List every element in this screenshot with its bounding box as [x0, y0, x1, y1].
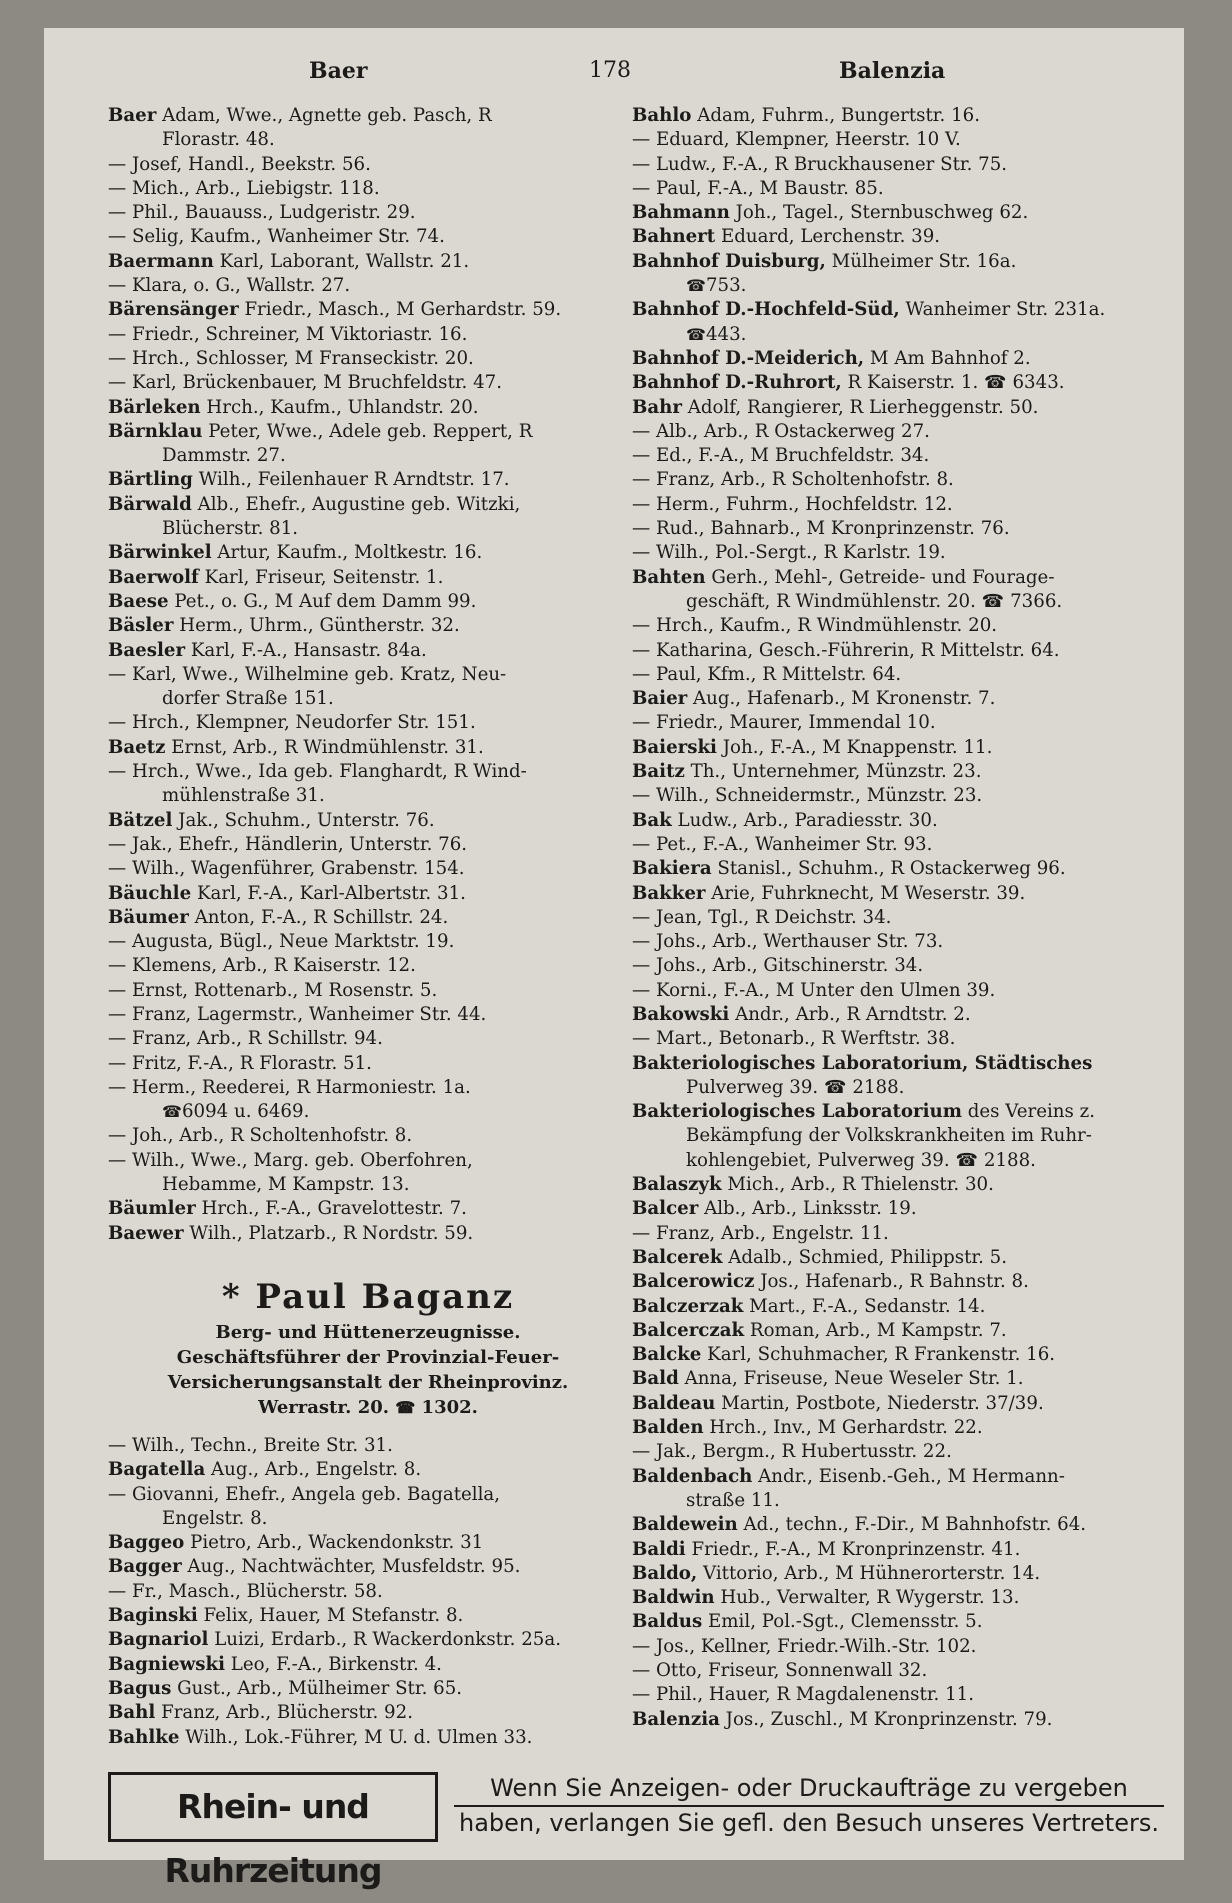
- entry-details: Adam, Fuhrm., Bungertstr. 16.: [691, 105, 980, 126]
- entry-continuation: Blücherstr. 81.: [162, 518, 299, 540]
- sub-entry: — Alb., Arb., R Ostackerweg 27.: [632, 420, 930, 442]
- entry-details: Ludw., Arb., Paradiesstr. 30.: [671, 809, 938, 831]
- directory-entry: [108, 493, 628, 517]
- sub-entry: — Jak., Bergm., R Hubertusstr. 22.: [632, 1441, 952, 1463]
- entry-surname: Bahr: [632, 396, 682, 418]
- entry-details: Felix, Hauer, M Stefanstr. 8.: [197, 1605, 464, 1627]
- entry-details: Karl, Schuhmacher, R Frankenstr. 16.: [701, 1344, 1056, 1366]
- entry-surname: Balczerzak: [632, 1295, 744, 1317]
- directory-entry: [632, 250, 1177, 274]
- entry-details: Emil, Pol.-Sgt., Clemensstr. 5.: [702, 1611, 983, 1633]
- entry-details: Alb., Ehefr., Augustine geb. Witzki,: [191, 493, 521, 515]
- entry-surname: Baginski: [108, 1605, 198, 1627]
- entry-surname: Bald: [632, 1368, 679, 1390]
- entry-details: Luizi, Erdarb., R Wackerdonkstr. 25a.: [208, 1629, 561, 1651]
- sub-entry: — Friedr., Maurer, Immendal 10.: [632, 712, 936, 734]
- entry-details: Stanisl., Schuhm., R Ostackerweg 96.: [711, 858, 1066, 880]
- entry-surname: Bahmann: [632, 202, 730, 224]
- entry-surname: Bahlo: [632, 105, 692, 126]
- sub-entry: — Korni., F.-A., M Unter den Ulmen 39.: [632, 979, 996, 1001]
- entry-details: R Kaiserstr. 1. ☎ 6343.: [841, 372, 1065, 394]
- directory-entry: [632, 1367, 1177, 1391]
- ad-title: * Paul Baganz: [221, 1276, 515, 1317]
- header-left-keyword: Baer: [309, 58, 368, 84]
- entry-details: Hrch., F.-A., Gravelottestr. 7.: [195, 1198, 467, 1220]
- sub-entry: — Pet., F.-A., Wanheimer Str. 93.: [632, 833, 933, 855]
- sub-entry: — Ludw., F.-A., R Bruckhausener Str. 75.: [632, 153, 1008, 175]
- phone-line: [108, 1100, 628, 1124]
- entry-details: Joh., Tagel., Sternbuschweg 62.: [729, 202, 1029, 224]
- entry-surname: Baier: [632, 688, 688, 710]
- directory-entry: [632, 1003, 1177, 1027]
- entry-details: Adalb., Schmied, Philippstr. 5.: [722, 1246, 1008, 1268]
- sub-entry: — Jak., Ehefr., Händlerin, Unterstr. 76.: [108, 833, 468, 855]
- sub-entry: — Phil., Bauauss., Ludgeristr. 29.: [108, 202, 416, 224]
- directory-entry: [632, 1100, 1177, 1124]
- directory-entry: [632, 371, 1177, 395]
- sub-entry: — Hrch., Klempner, Neudorfer Str. 151.: [108, 712, 476, 734]
- entry-details: Andr., Eisenb.-Geh., M Hermann-: [752, 1465, 1065, 1487]
- entry-details: Joh., F.-A., M Knappenstr. 11.: [716, 736, 993, 758]
- entry-details: Jak., Schuhm., Unterstr. 76.: [172, 809, 435, 831]
- sub-entry: — Giovanni, Ehefr., Angela geb. Bagatella,: [108, 1483, 501, 1505]
- sub-entry: — Hrch., Schlosser, M Franseckistr. 20.: [108, 347, 474, 369]
- entry-surname: Baermann: [108, 250, 214, 272]
- sub-entry: — Paul, F.-A., M Baustr. 85.: [632, 177, 884, 199]
- directory-entry: [632, 396, 1177, 420]
- entry-details: Adam, Wwe., Agnette geb. Pasch, R: [156, 105, 492, 126]
- sub-entry: — Klemens, Arb., R Kaiserstr. 12.: [108, 955, 416, 977]
- entry-details: Ad., techn., F.-Dir., M Bahnhofstr. 64.: [737, 1514, 1087, 1536]
- entry-surname: Baitz: [632, 761, 685, 783]
- directory-entry: [632, 1197, 1177, 1221]
- entry-surname: Baldo,: [632, 1562, 698, 1584]
- ad-line: Berg- und Hüttenerzeugnisse.: [215, 1321, 521, 1343]
- entry-details: Roman, Arb., M Kampstr. 7.: [744, 1319, 1007, 1341]
- phone-number: 443.: [705, 323, 747, 345]
- directory-entry: [108, 541, 628, 565]
- directory-entry: [632, 1295, 1177, 1319]
- entry-details: Gerh., Mehl-, Getreide- und Fourage-: [705, 566, 1055, 588]
- sub-entry: — Ernst, Rottenarb., M Rosenstr. 5.: [108, 979, 438, 1001]
- entry-surname: Bärwinkel: [108, 542, 212, 564]
- ad-line: Geschäftsführer der Provinzial-Feuer-: [176, 1346, 560, 1368]
- sub-entry: — Ed., F.-A., M Bruchfeldstr. 34.: [632, 445, 930, 467]
- directory-entry: [108, 1604, 628, 1628]
- sub-entry: — Joh., Arb., R Scholtenhofstr. 8.: [108, 1125, 413, 1147]
- directory-entry: [108, 1458, 628, 1482]
- page-number: 178: [589, 58, 631, 83]
- sub-entry: — Johs., Arb., Werthauser Str. 73.: [632, 931, 944, 953]
- header-right-keyword: Balenzia: [839, 58, 946, 84]
- entry-surname: Bagger: [108, 1556, 182, 1578]
- entry-surname: Baierski: [632, 736, 717, 758]
- entry-continuation: geschäft, R Windmühlenstr. 20. ☎ 7366.: [686, 590, 1063, 612]
- entry-continuation: Pulverweg 39. ☎ 2188.: [686, 1076, 905, 1098]
- entry-surname: Baesler: [108, 639, 186, 661]
- entry-continuation: dorfer Straße 151.: [162, 688, 334, 710]
- directory-entry: [108, 1701, 628, 1725]
- footer-line: Wenn Sie Anzeigen- oder Druckaufträge zu vergeben: [490, 1774, 1128, 1802]
- entry-surname: Bärensänger: [108, 299, 239, 321]
- directory-entry: [632, 736, 1177, 760]
- entry-surname: Baggeo: [108, 1532, 185, 1554]
- entry-details: Anton, F.-A., R Schillstr. 24.: [188, 906, 449, 928]
- telephone-icon: ☎: [395, 1397, 416, 1417]
- directory-entry: [108, 906, 628, 930]
- directory-entry: [632, 1513, 1177, 1537]
- entry-details: Herm., Uhrm., Güntherstr. 32.: [173, 615, 460, 637]
- directory-entry: [632, 104, 1177, 128]
- directory-entry: [632, 1708, 1177, 1732]
- entry-surname: Bärwald: [108, 493, 192, 515]
- sub-entry: — Rud., Bahnarb., M Kronprinzenstr. 76.: [632, 518, 1010, 540]
- sub-entry: — Hrch., Wwe., Ida geb. Flanghardt, R Wind-: [108, 761, 527, 783]
- directory-entry: [632, 1270, 1177, 1294]
- entry-details: Martin, Postbote, Niederstr. 37/39.: [715, 1392, 1044, 1414]
- entry-details: Aug., Nachtwächter, Musfeldstr. 95.: [181, 1556, 521, 1578]
- entry-details: Artur, Kaufm., Moltkestr. 16.: [211, 542, 483, 564]
- sub-entry: — Mart., Betonarb., R Werftstr. 38.: [632, 1028, 956, 1050]
- sub-entry: — Jean, Tgl., R Deichstr. 34.: [632, 906, 892, 928]
- sub-entry: — Wilh., Wwe., Marg. geb. Oberfohren,: [108, 1149, 473, 1171]
- entry-details: Jos., Hafenarb., R Bahnstr. 8.: [754, 1271, 1029, 1293]
- directory-entry: [632, 1538, 1177, 1562]
- entry-details: Karl, F.-A., Hansastr. 84a.: [185, 639, 427, 661]
- sub-entry: — Herm., Fuhrm., Hochfeldstr. 12.: [632, 493, 953, 515]
- entry-details: Peter, Wwe., Adele geb. Reppert, R: [202, 420, 533, 442]
- directory-entry: [108, 1197, 628, 1221]
- sub-entry: — Johs., Arb., Gitschinerstr. 34.: [632, 955, 924, 977]
- entry-surname: Bahnhof D.-Hochfeld-Süd,: [632, 299, 900, 321]
- telephone-icon: ☎: [686, 324, 706, 344]
- phone-number: 753.: [705, 275, 747, 297]
- sub-entry: — Wilh., Techn., Breite Str. 31.: [108, 1434, 393, 1456]
- entry-surname: Bärnklau: [108, 420, 203, 442]
- directory-entry: [108, 614, 628, 638]
- sub-entry: — Selig, Kaufm., Wanheimer Str. 74.: [108, 226, 445, 248]
- directory-page: [44, 28, 1184, 1890]
- entry-continuation: Florastr. 48.: [162, 129, 275, 151]
- directory-entry: [632, 1416, 1177, 1440]
- entry-details: Alb., Arb., Linksstr. 19.: [698, 1198, 917, 1220]
- directory-entry: [632, 347, 1177, 371]
- directory-entry: [108, 420, 628, 444]
- directory-entry: [632, 1610, 1177, 1634]
- ad-address: [108, 1395, 628, 1420]
- entry-surname: Balcerek: [632, 1246, 723, 1268]
- entry-surname: Baese: [108, 590, 169, 612]
- entry-details: Arie, Fuhrknecht, M Weserstr. 39.: [705, 882, 1026, 904]
- entry-surname: Bakker: [632, 882, 706, 904]
- directory-entry: [108, 882, 628, 906]
- entry-details: Pietro, Arb., Wackendonkstr. 31: [184, 1532, 484, 1554]
- directory-entry: [108, 250, 628, 274]
- directory-entry: [632, 1586, 1177, 1610]
- entry-surname: Bakteriologisches Laboratorium, Städtisches: [632, 1052, 1093, 1074]
- directory-entry: [632, 225, 1177, 249]
- left-column: [108, 104, 628, 1750]
- entry-surname: Balcke: [632, 1344, 702, 1366]
- entry-details: Hrch., Inv., M Gerhardstr. 22.: [703, 1417, 983, 1439]
- ad-street: Werrastr. 20.: [258, 1396, 390, 1418]
- directory-entry: [632, 882, 1177, 906]
- directory-entry: [632, 1319, 1177, 1343]
- directory-entry: [632, 201, 1177, 225]
- right-column: [632, 104, 1177, 1732]
- entry-details: Wilh., Lok.-Führer, M U. d. Ulmen 33.: [179, 1726, 533, 1748]
- entry-continuation: Dammstr. 27.: [162, 445, 286, 467]
- directory-entry: [632, 1562, 1177, 1586]
- entry-details: Franz, Arb., Blücherstr. 92.: [155, 1702, 413, 1724]
- entry-details: Mülheimer Str. 16a.: [825, 250, 1017, 272]
- directory-entry: [108, 590, 628, 614]
- entry-surname: Bärtling: [108, 469, 193, 491]
- sub-entry: — Paul, Kfm., R Mittelstr. 64.: [632, 663, 902, 685]
- entry-details: Anna, Friseuse, Neue Weseler Str. 1.: [678, 1368, 1024, 1390]
- entry-surname: Bahnhof D.-Meiderich,: [632, 347, 865, 369]
- ad-phone-number: 1302.: [421, 1396, 478, 1418]
- entry-surname: Balden: [632, 1417, 704, 1439]
- directory-entry: [108, 1531, 628, 1555]
- entry-surname: Baldenbach: [632, 1465, 753, 1487]
- sub-entry: — Franz, Arb., R Schillstr. 94.: [108, 1028, 383, 1050]
- entry-surname: Bakiera: [632, 858, 712, 880]
- sub-entry: — Friedr., Schreiner, M Viktoriastr. 16.: [108, 323, 468, 345]
- sub-entry: — Franz, Lagermstr., Wanheimer Str. 44.: [108, 1003, 487, 1025]
- entry-details: M Am Bahnhof 2.: [864, 347, 1031, 369]
- entry-details: Adolf, Rangierer, R Lierheggenstr. 50.: [681, 396, 1039, 418]
- sub-entry: — Karl, Brückenbauer, M Bruchfeldstr. 47.: [108, 372, 503, 394]
- sub-entry: — Klara, o. G., Wallstr. 27.: [108, 275, 351, 297]
- entry-surname: Bahnhof D.-Ruhrort,: [632, 372, 842, 394]
- directory-entry: [632, 687, 1177, 711]
- sub-entry: — Josef, Handl., Beekstr. 56.: [108, 153, 371, 175]
- sub-entry: — Franz, Arb., Engelstr. 11.: [632, 1222, 889, 1244]
- entry-surname: Bahnhof Duisburg,: [632, 250, 826, 272]
- newspaper-logo: Rhein- und Ruhrzeitung: [108, 1772, 438, 1842]
- entry-details: Leo, F.-A., Birkenstr. 4.: [224, 1653, 442, 1675]
- sub-entry: — Phil., Hauer, R Magdalenenstr. 11.: [632, 1684, 974, 1706]
- page-header: [44, 58, 1184, 98]
- entry-details: Mich., Arb., R Thielenstr. 30.: [721, 1174, 994, 1196]
- sub-entry: — Katharina, Gesch.-Führerin, R Mittelstr. 64.: [632, 639, 1060, 661]
- directory-entry: [632, 1392, 1177, 1416]
- entry-surname: Balcerowicz: [632, 1271, 755, 1293]
- entry-details: Hub., Verwalter, R Wygerstr. 13.: [714, 1587, 1020, 1609]
- entry-continuation: Hebamme, M Kampstr. 13.: [162, 1174, 410, 1196]
- entry-surname: Baewer: [108, 1222, 184, 1244]
- directory-entry: [632, 1465, 1177, 1489]
- directory-entry: [632, 566, 1177, 590]
- entry-surname: Baetz: [108, 736, 166, 758]
- sub-entry: — Otto, Friseur, Sonnenwall 32.: [632, 1660, 928, 1681]
- entry-details: Vittorio, Arb., M Hühnerorterstr. 14.: [697, 1562, 1041, 1584]
- entry-surname: Bahnert: [632, 226, 716, 248]
- directory-entry: [108, 1677, 628, 1701]
- directory-entry: [632, 809, 1177, 833]
- directory-entry: [108, 566, 628, 590]
- directory-entry: [108, 1628, 628, 1652]
- entry-details: Karl, Friseur, Seitenstr. 1.: [198, 566, 444, 588]
- entry-surname: Bäuchle: [108, 882, 192, 904]
- directory-entry: [108, 639, 628, 663]
- entry-details: Eduard, Lerchenstr. 39.: [715, 226, 941, 248]
- directory-entry: [108, 1222, 628, 1246]
- entry-continuation: Engelstr. 8.: [162, 1507, 268, 1529]
- sub-entry: — Mich., Arb., Liebigstr. 118.: [108, 177, 380, 199]
- directory-entry: [632, 1343, 1177, 1367]
- entry-details: Gust., Arb., Mülheimer Str. 65.: [171, 1677, 463, 1699]
- directory-entry: [632, 760, 1177, 784]
- telephone-icon: ☎: [686, 276, 706, 296]
- entry-details: Aug., Arb., Engelstr. 8.: [205, 1459, 422, 1481]
- entry-surname: Bagatella: [108, 1459, 206, 1481]
- entry-surname: Balcerczak: [632, 1319, 745, 1341]
- entry-surname: Baldwin: [632, 1587, 715, 1609]
- entry-details: Wanheimer Str. 231a.: [899, 299, 1106, 321]
- telephone-icon: ☎: [162, 1102, 182, 1122]
- entry-details: Pet., o. G., M Auf dem Damm 99.: [168, 590, 477, 612]
- entry-surname: Bak: [632, 809, 672, 831]
- sub-entry: — Augusta, Bügl., Neue Marktstr. 19.: [108, 931, 455, 953]
- directory-entry: [632, 1052, 1177, 1076]
- entry-details: Aug., Hafenarb., M Kronenstr. 7.: [687, 688, 996, 710]
- directory-entry: [108, 736, 628, 760]
- entry-surname: Bahten: [632, 566, 706, 588]
- directory-entry: [108, 298, 628, 322]
- entry-surname: Bagnariol: [108, 1629, 209, 1651]
- directory-entry: [108, 1555, 628, 1579]
- sub-entry: — Wilh., Wagenführer, Grabenstr. 154.: [108, 858, 465, 880]
- entry-details: Karl, Laborant, Wallstr. 21.: [213, 250, 470, 272]
- entry-continuation: Bekämpfung der Volkskrankheiten im Ruhr-: [686, 1125, 1092, 1147]
- sub-entry: — Karl, Wwe., Wilhelmine geb. Kratz, Neu-: [108, 663, 507, 685]
- footer-line: haben, verlangen Sie gefl. den Besuch unseres Vertreters.: [454, 1805, 1164, 1840]
- entry-surname: Balcer: [632, 1198, 699, 1220]
- entry-details: Friedr., Masch., M Gerhardstr. 59.: [238, 299, 562, 321]
- footer-ad-text: [454, 1772, 1164, 1840]
- entry-continuation: straße 11.: [686, 1489, 780, 1511]
- sub-entry: — Franz, Arb., R Scholtenhofstr. 8.: [632, 469, 954, 491]
- entry-surname: Baerwolf: [108, 566, 199, 588]
- entry-surname: Bätzel: [108, 809, 173, 831]
- directory-entry: [632, 1173, 1177, 1197]
- entry-details: Mart., F.-A., Sedanstr. 14.: [743, 1295, 986, 1317]
- entry-surname: Bäumer: [108, 906, 189, 928]
- directory-entry: [108, 1653, 628, 1677]
- entry-details: Th., Unternehmer, Münzstr. 23.: [684, 761, 982, 783]
- sub-entry: — Eduard, Klempner, Heerstr. 10 V.: [632, 129, 961, 151]
- sub-entry: — Fr., Masch., Blücherstr. 58.: [108, 1580, 383, 1602]
- entry-details: Hrch., Kaufm., Uhlandstr. 20.: [200, 396, 479, 418]
- entry-surname: Balaszyk: [632, 1174, 722, 1196]
- entry-details: Friedr., F.-A., M Kronprinzenstr. 41.: [685, 1538, 1021, 1560]
- directory-entry: [108, 1726, 628, 1750]
- entry-details: des Vereins z.: [961, 1101, 1095, 1123]
- entry-surname: Bäsler: [108, 615, 174, 637]
- advertisement-paul-baganz: [108, 1274, 628, 1420]
- directory-entry: [632, 857, 1177, 881]
- entry-surname: Balenzia: [632, 1708, 720, 1730]
- entry-surname: Baldus: [632, 1611, 703, 1633]
- entry-surname: Bakteriologisches Laboratorium: [632, 1101, 962, 1123]
- entry-surname: Bahlke: [108, 1726, 180, 1748]
- phone-number: 6094 u. 6469.: [181, 1101, 310, 1123]
- entry-surname: Baer: [108, 105, 157, 126]
- phone-line: [632, 323, 1177, 347]
- footer-advert: [108, 1772, 1178, 1890]
- entry-details: Jos., Zuschl., M Kronprinzenstr. 79.: [719, 1708, 1053, 1730]
- entry-surname: Bakowski: [632, 1003, 730, 1025]
- directory-entry: [108, 468, 628, 492]
- entry-surname: Bäumler: [108, 1198, 196, 1220]
- sub-entry: — Hrch., Kaufm., R Windmühlenstr. 20.: [632, 615, 998, 637]
- sub-entry: — Fritz, F.-A., R Florastr. 51.: [108, 1052, 372, 1074]
- sub-entry: — Jos., Kellner, Friedr.-Wilh.-Str. 102.: [632, 1635, 977, 1657]
- entry-surname: Bärleken: [108, 396, 201, 418]
- entry-details: Wilh., Platzarb., R Nordstr. 59.: [183, 1222, 474, 1244]
- entry-details: Ernst, Arb., R Windmühlenstr. 31.: [165, 736, 484, 758]
- entry-details: Wilh., Feilenhauer R Arndtstr. 17.: [192, 469, 510, 491]
- directory-entry: [108, 809, 628, 833]
- directory-entry: [632, 298, 1177, 322]
- directory-entry: [108, 104, 628, 128]
- entry-surname: Baldewein: [632, 1514, 738, 1536]
- directory-entry: [632, 1246, 1177, 1270]
- sub-entry: — Wilh., Schneidermstr., Münzstr. 23.: [632, 785, 983, 807]
- entry-details: Andr., Arb., R Arndtstr. 2.: [729, 1003, 971, 1025]
- entry-details: Karl, F.-A., Karl-Albertstr. 31.: [191, 882, 466, 904]
- entry-surname: Baldeau: [632, 1392, 716, 1414]
- sub-entry: — Herm., Reederei, R Harmoniestr. 1a.: [108, 1076, 471, 1098]
- entry-surname: Bahl: [108, 1702, 156, 1724]
- ad-line: Versicherungsanstalt der Rheinprovinz.: [167, 1371, 569, 1393]
- entry-surname: Baldi: [632, 1538, 686, 1560]
- directory-entry: [108, 396, 628, 420]
- sub-entry: — Wilh., Pol.-Sergt., R Karlstr. 19.: [632, 542, 946, 564]
- entry-continuation: kohlengebiet, Pulverweg 39. ☎ 2188.: [686, 1149, 1036, 1171]
- entry-continuation: mühlenstraße 31.: [162, 785, 325, 807]
- phone-line: [632, 274, 1177, 298]
- entry-surname: Bagus: [108, 1677, 172, 1699]
- entry-surname: Bagniewski: [108, 1653, 225, 1675]
